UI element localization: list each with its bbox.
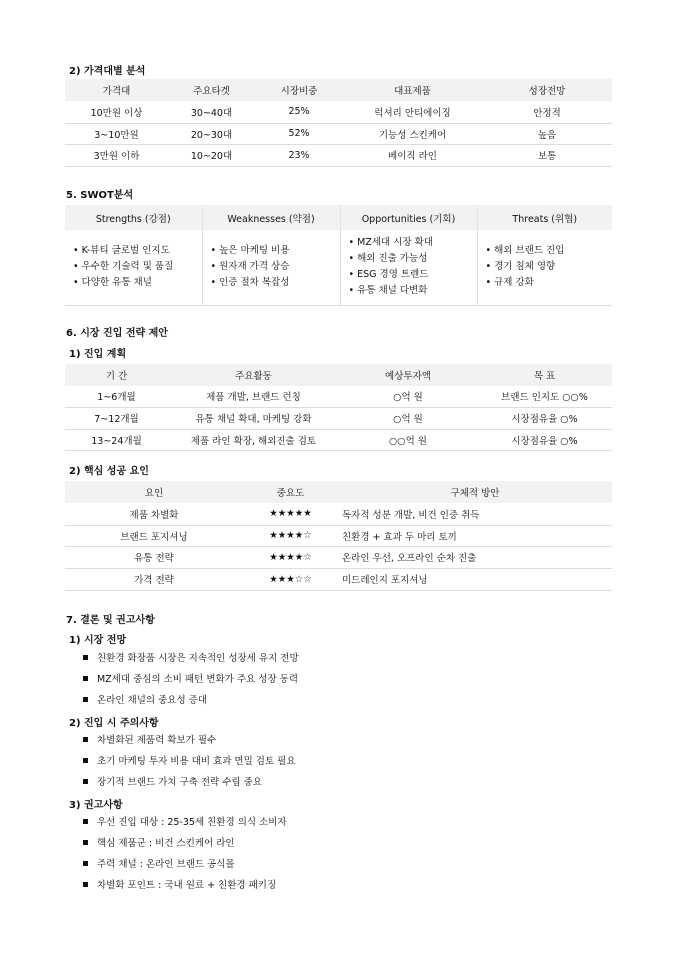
square-bullet-icon bbox=[83, 676, 88, 681]
table-cell: 7~12개월 bbox=[94, 414, 139, 425]
table-cell: 유통 채널 확대, 마케팅 강화 bbox=[195, 414, 312, 425]
table-row bbox=[65, 503, 612, 525]
column-header: 중요도 bbox=[243, 481, 338, 503]
table-cell: 높음 bbox=[537, 129, 557, 141]
table-row bbox=[65, 101, 612, 123]
table-cell: 10만원 이상 bbox=[90, 107, 143, 119]
column-header: Strengths (강점) bbox=[65, 205, 202, 230]
table-cell: 제품 개발, 브랜드 런칭 bbox=[206, 392, 301, 404]
square-bullet-icon bbox=[83, 861, 88, 866]
square-bullet-icon bbox=[83, 779, 88, 784]
square-bullet-icon bbox=[83, 882, 88, 887]
table-cell: 13~24개월 bbox=[91, 435, 142, 447]
list-item-text: 주력 채널 : 온라인 브랜드 공식몰 bbox=[97, 859, 235, 870]
list-item: • 다양한 유통 채널 bbox=[73, 275, 202, 291]
table-cell: ○억 원 bbox=[393, 414, 423, 425]
list-item bbox=[83, 854, 287, 875]
rating-stars: ★★★☆☆ bbox=[269, 573, 312, 585]
table-cell: 온라인 우선, 오프라인 순차 진출 bbox=[342, 553, 477, 564]
strategy-section-heading: 6. 시장 진입 전략 제안 bbox=[66, 328, 168, 339]
table-row bbox=[65, 568, 612, 590]
swot-table bbox=[65, 205, 612, 306]
column-header: 예상투자액 bbox=[339, 364, 477, 386]
table-cell: 제품 라인 확장, 해외진출 검토 bbox=[190, 435, 317, 447]
table-row bbox=[65, 123, 612, 144]
column-header: 요인 bbox=[65, 481, 243, 503]
column-header: 대표제품 bbox=[343, 79, 482, 101]
list-item-text: 친환경 화장품 시장은 지속적인 성장세 유지 전망 bbox=[97, 653, 299, 664]
swot-section-heading: 5. SWOT분석 bbox=[66, 190, 134, 201]
table-row bbox=[65, 546, 612, 568]
list-item-text: 초기 마케팅 투자 비용 대비 효과 면밀 검토 필요 bbox=[97, 756, 296, 767]
weaknesses-cell bbox=[202, 230, 340, 305]
table-row bbox=[65, 407, 612, 429]
table-cell: 기능성 스킨케어 bbox=[378, 129, 447, 141]
table-row bbox=[65, 429, 612, 450]
list-item: • 유통 채널 다변화 bbox=[349, 283, 477, 299]
list-item-text: 핵심 제품군 : 비건 스킨케어 라인 bbox=[97, 838, 235, 849]
conclusion-section-heading: 7. 결론 및 권고사항 bbox=[66, 615, 155, 626]
table-cell: 럭셔리 안티에이징 bbox=[374, 107, 451, 119]
table-cell: 3~10만원 bbox=[94, 129, 139, 141]
list-item-text: 우선 진입 대상 : 25-35세 친환경 의식 소비자 bbox=[97, 817, 287, 828]
threats-cell bbox=[477, 230, 612, 305]
column-header: Threats (위협) bbox=[477, 205, 612, 230]
list-item: • 인증 절차 복잡성 bbox=[211, 275, 340, 291]
list-item bbox=[83, 772, 296, 793]
square-bullet-icon bbox=[83, 697, 88, 702]
table-cell: 독자적 성분 개발, 비건 인증 취득 bbox=[342, 509, 480, 521]
table-cell: 시장점유율 ○% bbox=[511, 414, 578, 425]
list-item-text: 차별화 포인트 : 국내 원료 + 친환경 패키징 bbox=[97, 880, 277, 891]
rating-stars: ★★★★★ bbox=[269, 508, 312, 520]
table-cell: 23% bbox=[288, 149, 310, 161]
list-item bbox=[83, 875, 287, 896]
outlook-list bbox=[83, 648, 299, 711]
success-factors-table bbox=[65, 481, 612, 591]
recommendations-heading: 3) 권고사항 bbox=[69, 800, 123, 811]
table-cell: 베이직 라인 bbox=[388, 151, 437, 162]
list-item-text: 장기적 브랜드 가치 구축 전략 수립 중요 bbox=[97, 777, 262, 788]
list-item: • 우수한 기술력 및 품질 bbox=[73, 259, 202, 275]
list-item: • 원자재 가격 상승 bbox=[211, 259, 340, 275]
table-cell: 미드레인지 포지셔닝 bbox=[342, 575, 428, 586]
table-cell: 유통 전략 bbox=[134, 553, 174, 564]
table-cell: 제품 차별화 bbox=[129, 509, 179, 521]
list-item: • K-뷰티 글로벌 인지도 bbox=[73, 243, 202, 259]
table-cell: 안정적 bbox=[533, 107, 561, 119]
square-bullet-icon bbox=[83, 655, 88, 660]
price-table bbox=[65, 79, 612, 167]
table-cell: 25% bbox=[288, 106, 310, 118]
table-row bbox=[65, 386, 612, 407]
rating-stars: ★★★★☆ bbox=[269, 530, 312, 541]
list-item: • 높은 마케팅 비용 bbox=[211, 243, 340, 259]
table-cell: 3만원 이하 bbox=[93, 151, 140, 162]
plan-heading: 1) 진입 계획 bbox=[69, 349, 127, 360]
column-header: 주요타겟 bbox=[168, 79, 255, 101]
column-header: 목 표 bbox=[477, 364, 612, 386]
table-cell: ○억 원 bbox=[393, 392, 423, 404]
table-cell: 친환경 + 효과 두 마리 토끼 bbox=[342, 531, 457, 543]
column-header: 주요활동 bbox=[168, 364, 339, 386]
list-item-text: 차별화된 제품력 확보가 필수 bbox=[97, 735, 217, 746]
cautions-list bbox=[83, 730, 296, 793]
strengths-cell bbox=[65, 230, 202, 305]
list-item: • 해외 브랜드 진입 bbox=[486, 243, 613, 259]
table-cell: 브랜드 포지셔닝 bbox=[120, 531, 188, 543]
opportunities-cell bbox=[340, 230, 477, 305]
table-cell: 52% bbox=[288, 128, 310, 139]
column-header: 기 간 bbox=[65, 364, 168, 386]
cautions-heading: 2) 진입 시 주의사항 bbox=[69, 718, 159, 729]
factors-heading: 2) 핵심 성공 요인 bbox=[69, 466, 149, 477]
price-section-heading: 2) 가격대별 분석 bbox=[69, 66, 146, 77]
table-cell: 10~20대 bbox=[190, 151, 233, 162]
outlook-heading: 1) 시장 전망 bbox=[69, 635, 127, 646]
column-header: 구체적 방안 bbox=[338, 481, 612, 503]
list-item: • 규제 강화 bbox=[486, 275, 613, 291]
rating-stars: ★★★★☆ bbox=[269, 551, 312, 563]
table-cell: 30~40대 bbox=[190, 107, 233, 119]
list-item: • 경기 침체 영향 bbox=[486, 259, 613, 275]
square-bullet-icon bbox=[83, 758, 88, 763]
square-bullet-icon bbox=[83, 819, 88, 824]
table-row bbox=[65, 525, 612, 546]
list-item bbox=[83, 833, 287, 854]
recommendations-list bbox=[83, 812, 287, 896]
table-row bbox=[65, 230, 612, 305]
column-header: Weaknesses (약점) bbox=[202, 205, 340, 230]
table-cell: 브랜드 인지도 ○○% bbox=[501, 392, 588, 404]
list-item bbox=[83, 669, 299, 690]
list-item bbox=[83, 751, 296, 772]
table-cell: 가격 전략 bbox=[134, 575, 174, 586]
entry-plan-table bbox=[65, 364, 612, 451]
table-cell: ○○억 원 bbox=[389, 435, 427, 447]
column-header: 시장비중 bbox=[255, 79, 343, 101]
list-item: • 해외 진출 가능성 bbox=[349, 251, 477, 267]
list-item bbox=[83, 730, 296, 751]
list-item-text: MZ세대 중심의 소비 패턴 변화가 주요 성장 동력 bbox=[97, 674, 299, 685]
list-item bbox=[83, 648, 299, 669]
table-cell: 20~30대 bbox=[190, 129, 233, 141]
table-cell: 보통 bbox=[537, 151, 557, 162]
column-header: Opportunities (기회) bbox=[340, 205, 477, 230]
column-header: 가격대 bbox=[65, 79, 168, 101]
table-row bbox=[65, 144, 612, 166]
table-cell: 1~6개월 bbox=[97, 392, 136, 404]
column-header: 성장전망 bbox=[482, 79, 612, 101]
table-cell: 시장점유율 ○% bbox=[511, 435, 578, 447]
list-item bbox=[83, 690, 299, 711]
list-item bbox=[83, 812, 287, 833]
square-bullet-icon bbox=[83, 737, 88, 742]
list-item-text: 온라인 채널의 중요성 증대 bbox=[97, 695, 208, 706]
list-item: • MZ세대 시장 확대 bbox=[349, 235, 477, 251]
square-bullet-icon bbox=[83, 840, 88, 845]
list-item: • ESG 경영 트렌드 bbox=[349, 267, 477, 283]
